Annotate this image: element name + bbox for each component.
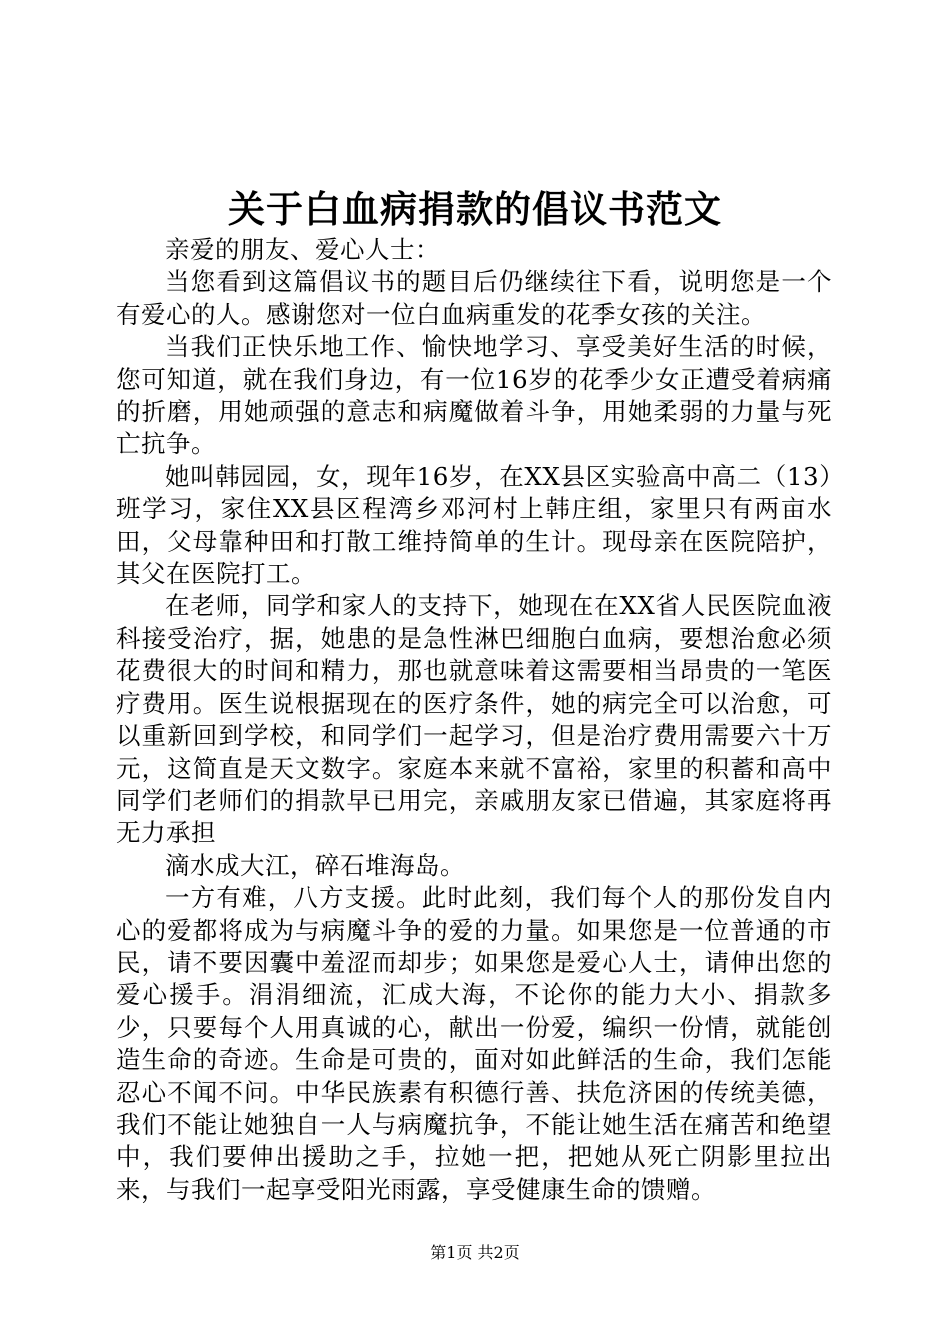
page-footer: 第1页 共2页 [430, 1243, 520, 1262]
paragraph-treatment: 在老师，同学和家人的支持下，她现在在XX省人民医院血液科接受治疗，据，她患的是急性淋巴细胞白血病，要想治愈必须花费很大的时间和精力，那也就意味着这需要相当昂贵的一笔医疗费用。医生说根据现在的医疗条件，她的病完全可以治愈，可以重新回到学校，和同学们一起学习，但是治疗费用需要六十万元，这简直是天文数字。家庭本来就不富裕，家里的积蓄和高中同学们老师们的捐款早已用完，亲戚朋友家已借遍，其家庭将再无力承担 [116, 591, 832, 848]
paragraph-patient-info: 她叫韩园园，女，现年16岁，在XX县区实验高中高二（13）班学习，家住XX县区程湾乡邓河村上韩庄组，家里只有两亩水田，父母靠种田和打散工维持简单的生计。现母亲在医院陪护，其父在医院打工。 [116, 461, 832, 589]
paragraph-context: 当我们正快乐地工作、愉快地学习、享受美好生活的时候，您可知道，就在我们身边，有一位16岁的花季少女正遭受着病痛的折磨，用她顽强的意志和病魔做着斗争，用她柔弱的力量与死亡抗争。 [116, 332, 832, 459]
document-title: 关于白血病捐款的倡议书范文 [228, 187, 722, 231]
paragraph-appeal: 一方有难，八方支援。此时此刻，我们每个人的那份发自内心的爱都将成为与病魔斗争的爱的力量。如果您是一位普通的市民，请不要因囊中羞涩而却步；如果您是爱心人士，请伸出您的爱心援手。涓涓细流，汇成大海，不论你的能力大小、捐款多少，只要每个人用真诚的心，献出一份爱，编织一份情，就能创造生命的奇迹。生命是可贵的，面对如此鲜活的生命，我们怎能忍心不闻不问。中华民族素有积德行善、扶危济困的传统美德，我们不能让她独自一人与病魔抗争，不能让她生活在痛苦和绝望中，我们要伸出援助之手，拉她一把，把她从死亡阴影里拉出来，与我们一起享受阳光雨露，享受健康生命的馈赠。 [116, 883, 832, 1204]
paragraph-proverb: 滴水成大江，碎石堆海岛。 [165, 850, 465, 880]
document-body [116, 234, 832, 1206]
paragraph-salutation: 亲爱的朋友、爱心人士： [165, 235, 440, 264]
paragraph-intro: 当您看到这篇倡议书的题目后仍继续往下看，说明您是一个有爱心的人。感谢您对一位白血病重发的花季女孩的关注。 [116, 267, 832, 329]
